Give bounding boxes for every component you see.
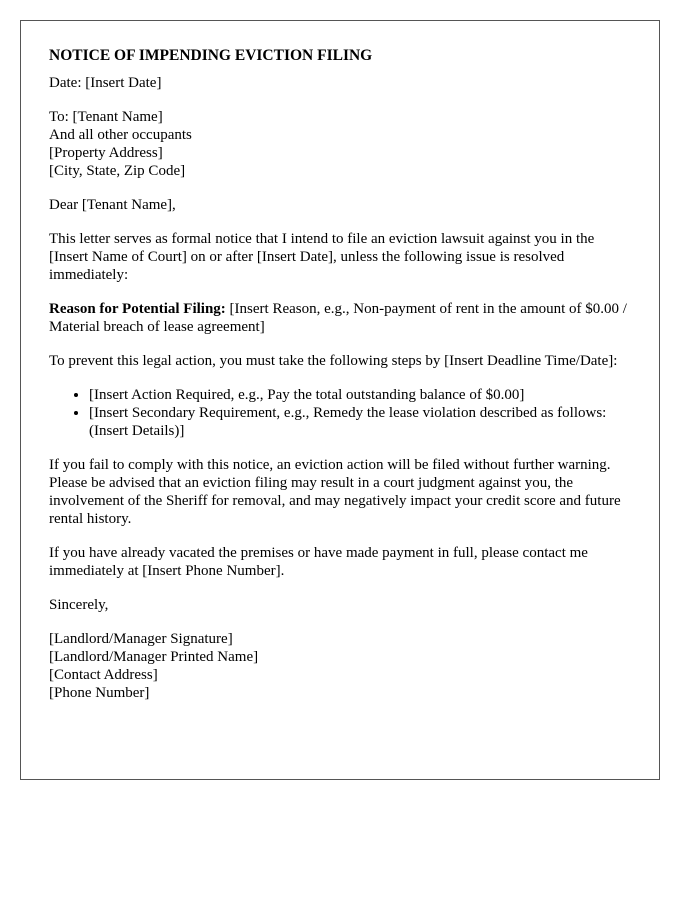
letter-page <box>20 20 660 780</box>
closing: Sincerely, <box>49 597 109 613</box>
list-item: • [Insert Secondary Requirement, e.g., Remedy the lease violation described as follows: (Insert Details)] <box>89 404 631 440</box>
notice-title: NOTICE OF IMPENDING EVICTION FILING <box>49 47 373 64</box>
contact-paragraph: If you have already vacated the premises or have made payment in full, please contact me immediately at [Insert Phone Number]. <box>49 545 588 579</box>
list-item: • [Insert Action Required, e.g., Pay the total outstanding balance of $0.00] <box>89 386 631 404</box>
recipient-line: [Property Address] <box>49 145 163 161</box>
steps-intro: To prevent this legal action, you must take the following steps by [Insert Deadline Time/Date]: <box>49 353 618 369</box>
signature-line: [Landlord/Manager Printed Name] <box>49 649 259 665</box>
recipient-line: To: [Tenant Name] <box>49 109 163 125</box>
reason-label: Reason for Potential Filing: <box>49 301 226 317</box>
signature-line: [Contact Address] <box>49 667 158 683</box>
reason-text: [Insert Reason, e.g., Non-payment of rent in the amount of $0.00 / Material breach of lease agreement] <box>49 301 627 335</box>
reason-paragraph <box>49 300 631 336</box>
signature-line: [Phone Number] <box>49 685 150 701</box>
salutation: Dear [Tenant Name], <box>49 197 176 213</box>
intro-paragraph: This letter serves as formal notice that I intend to file an eviction lawsuit against you in the [Insert Name of Court] on or after [Insert Date], unless the following issue is resolved immediately: <box>49 231 595 283</box>
date-line: Date: [Insert Date] <box>49 75 162 91</box>
recipient-line: And all other occupants <box>49 127 192 143</box>
recipient-block <box>49 108 631 180</box>
recipient-line: [City, State, Zip Code] <box>49 163 186 179</box>
steps-list <box>49 386 631 440</box>
warning-paragraph: If you fail to comply with this notice, an eviction action will be filed without further warning. Please be advised that an eviction filing may result in a court judgment against you, the involvement of the Sheriff for removal, and may negatively impact your credit score and future rental history. <box>49 457 621 527</box>
signature-block <box>49 630 631 702</box>
signature-line: [Landlord/Manager Signature] <box>49 631 233 647</box>
